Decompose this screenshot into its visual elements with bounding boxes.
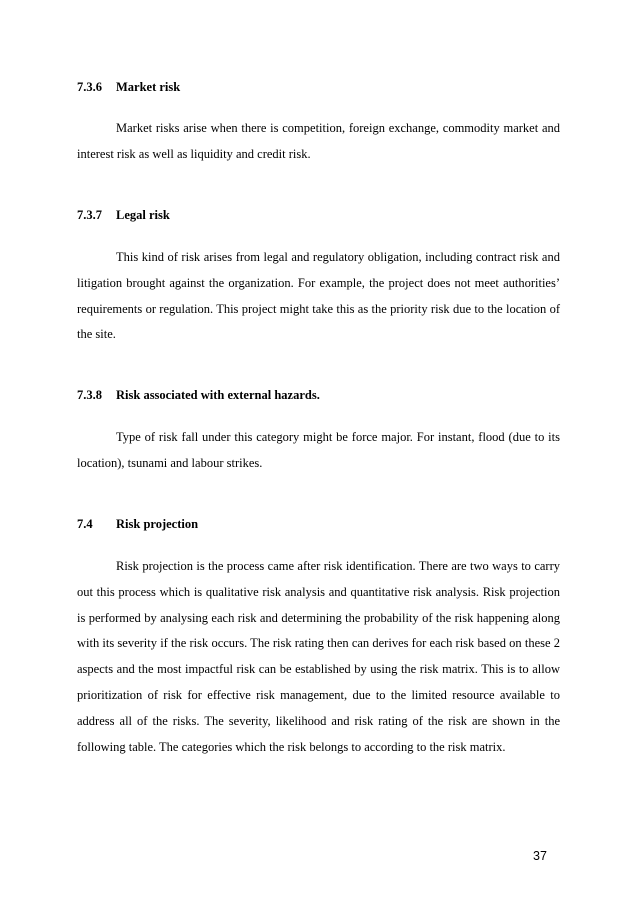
page-number: 37 (533, 849, 547, 863)
section-body-risk-projection: Risk projection is the process came after risk identification. There are two ways to carry out this process which is qualitative risk analysis and quantitative risk analysis. Risk projection is performed by analysing each risk and determining the probability of the risk happening along with its severity if the risk occurs. The risk rating then can derives for each risk based on these 2 aspects and the most impactful risk can be established by using the risk matrix. This is to allow prioritization of risk for effective risk management, due to the limited resource available to address all of the risks. The severity, likelihood and risk rating of the risk are shown in the following table. The categories which the risk belongs to according to the risk matrix. (77, 559, 560, 754)
section-number: 7.3.8 (77, 388, 102, 402)
section-title: Market risk (116, 80, 181, 94)
section-number: 7.3.7 (77, 208, 102, 222)
section-body-market-risk: Market risks arise when there is competition, foreign exchange, commodity market and interest risk as well as liquidity and credit risk. (77, 121, 560, 161)
section-heading-market-risk (77, 79, 180, 95)
section-body-external-hazards: Type of risk fall under this category might be force major. For instant, flood (due to its location), tsunami and labour strikes. (77, 430, 560, 470)
section-title: Risk projection (116, 517, 199, 531)
section-title: Risk associated with external hazards. (116, 388, 320, 402)
section-heading-risk-projection (77, 516, 198, 532)
section-heading-legal-risk (77, 207, 170, 223)
section-number: 7.4 (77, 517, 93, 531)
section-body-legal-risk: This kind of risk arises from legal and regulatory obligation, including contract risk and litigation brought against the organization. For example, the project does not meet authorities’ requirements or regulation. This project might take this as the priority risk due to the location of the site. (77, 250, 560, 342)
section-title: Legal risk (116, 208, 170, 222)
section-number: 7.3.6 (77, 80, 102, 94)
section-heading-external-hazards (77, 387, 320, 403)
